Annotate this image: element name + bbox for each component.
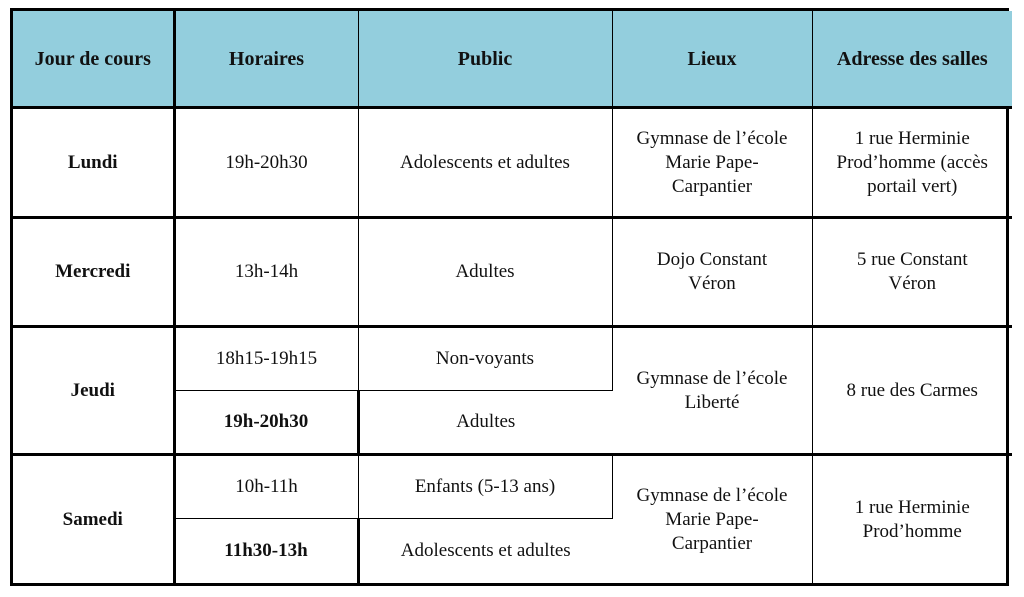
address-cell: 5 rue Constant Véron <box>812 218 1012 327</box>
public-cell: Non-voyants <box>358 327 612 391</box>
table-row <box>13 108 1012 218</box>
place-cell: Gymnase de l’école Marie Pape- Carpantier <box>612 455 812 583</box>
header-hours: Horaires <box>174 11 358 108</box>
day-cell: Lundi <box>13 108 174 218</box>
public-cell: Adultes <box>358 218 612 327</box>
public-cell: Enfants (5-13 ans) <box>358 455 612 519</box>
header-day: Jour de cours <box>13 11 174 108</box>
hours-cell: 19h-20h30 <box>174 391 358 455</box>
schedule-table <box>13 11 1012 583</box>
hours-cell: 11h30-13h <box>174 519 358 583</box>
day-cell: Jeudi <box>13 327 174 455</box>
hours-cell: 13h-14h <box>174 218 358 327</box>
table-row <box>13 455 1012 519</box>
address-cell: 8 rue des Carmes <box>812 327 1012 455</box>
hours-cell: 18h15-19h15 <box>174 327 358 391</box>
header-public: Public <box>358 11 612 108</box>
header-place: Lieux <box>612 11 812 108</box>
place-cell: Gymnase de l’école Liberté <box>612 327 812 455</box>
schedule-table-frame <box>10 8 1009 586</box>
day-cell: Mercredi <box>13 218 174 327</box>
hours-cell: 10h-11h <box>174 455 358 519</box>
public-cell: Adultes <box>358 391 612 455</box>
hours-cell: 19h-20h30 <box>174 108 358 218</box>
table-row <box>13 327 1012 391</box>
place-cell: Dojo Constant Véron <box>612 218 812 327</box>
address-cell: 1 rue Herminie Prod’homme <box>854 496 970 542</box>
public-cell: Adolescents et adultes <box>358 108 612 218</box>
table-row <box>13 218 1012 327</box>
place-cell: Gymnase de l’école Marie Pape- Carpantier <box>612 108 812 218</box>
day-cell: Samedi <box>13 455 174 583</box>
header-row <box>13 11 1012 108</box>
header-address: Adresse des salles <box>812 11 1012 108</box>
public-cell: Adolescents et adultes <box>400 540 571 562</box>
address-cell: 1 rue Herminie Prod’homme (accès portail vert) <box>812 108 1012 218</box>
